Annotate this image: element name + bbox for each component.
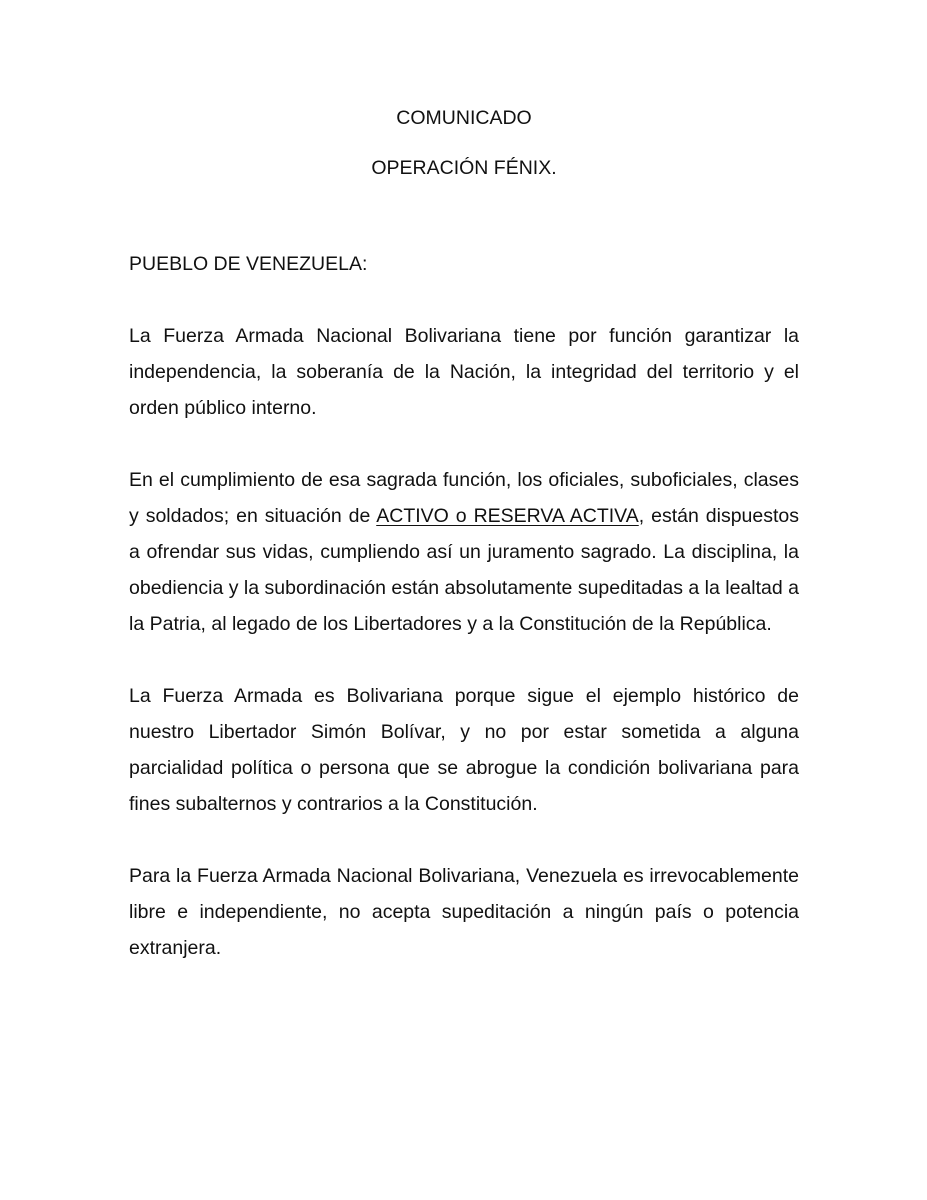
paragraph-oath bbox=[129, 462, 799, 642]
paragraph-mission: La Fuerza Armada Nacional Bolivariana tiene por función garantizar la independencia, la soberanía de la Nación, la integridad del territorio y el orden público interno. bbox=[129, 325, 799, 419]
paragraph-bolivariana: La Fuerza Armada es Bolivariana porque sigue el ejemplo histórico de nuestro Libertador Simón Bolívar, y no por estar sometida a alguna parcialidad política o persona que se abrogue la condición bolivariana para fines subalternos y contrarios a la Constitución. bbox=[129, 685, 799, 815]
paragraph-oath-tail: , están dispuestos a ofrendar sus vidas, cumpliendo así un juramento sagrado. La disciplina, la obediencia y la subordinación están absolutamente supeditadas a la lealtad a la Patria, al legado de los Libertadores y a la Constitución de la República. bbox=[129, 505, 799, 635]
paragraph-independencia: Para la Fuerza Armada Nacional Bolivariana, Venezuela es irrevocablemente libre e independiente, no acepta supeditación a ningún país o potencia extranjera. bbox=[129, 865, 799, 959]
salutation: PUEBLO DE VENEZUELA: bbox=[129, 253, 368, 275]
document-subtitle: OPERACIÓN FÉNIX. bbox=[371, 157, 557, 179]
underlined-phrase-activo-reserva: ACTIVO o RESERVA ACTIVA bbox=[376, 505, 639, 527]
paragraph-oath-lead: En el cumplimiento de esa sagrada función, los oficiales, suboficiales, clases y soldados; en situación de bbox=[129, 469, 799, 527]
document-title: COMUNICADO bbox=[396, 107, 532, 129]
